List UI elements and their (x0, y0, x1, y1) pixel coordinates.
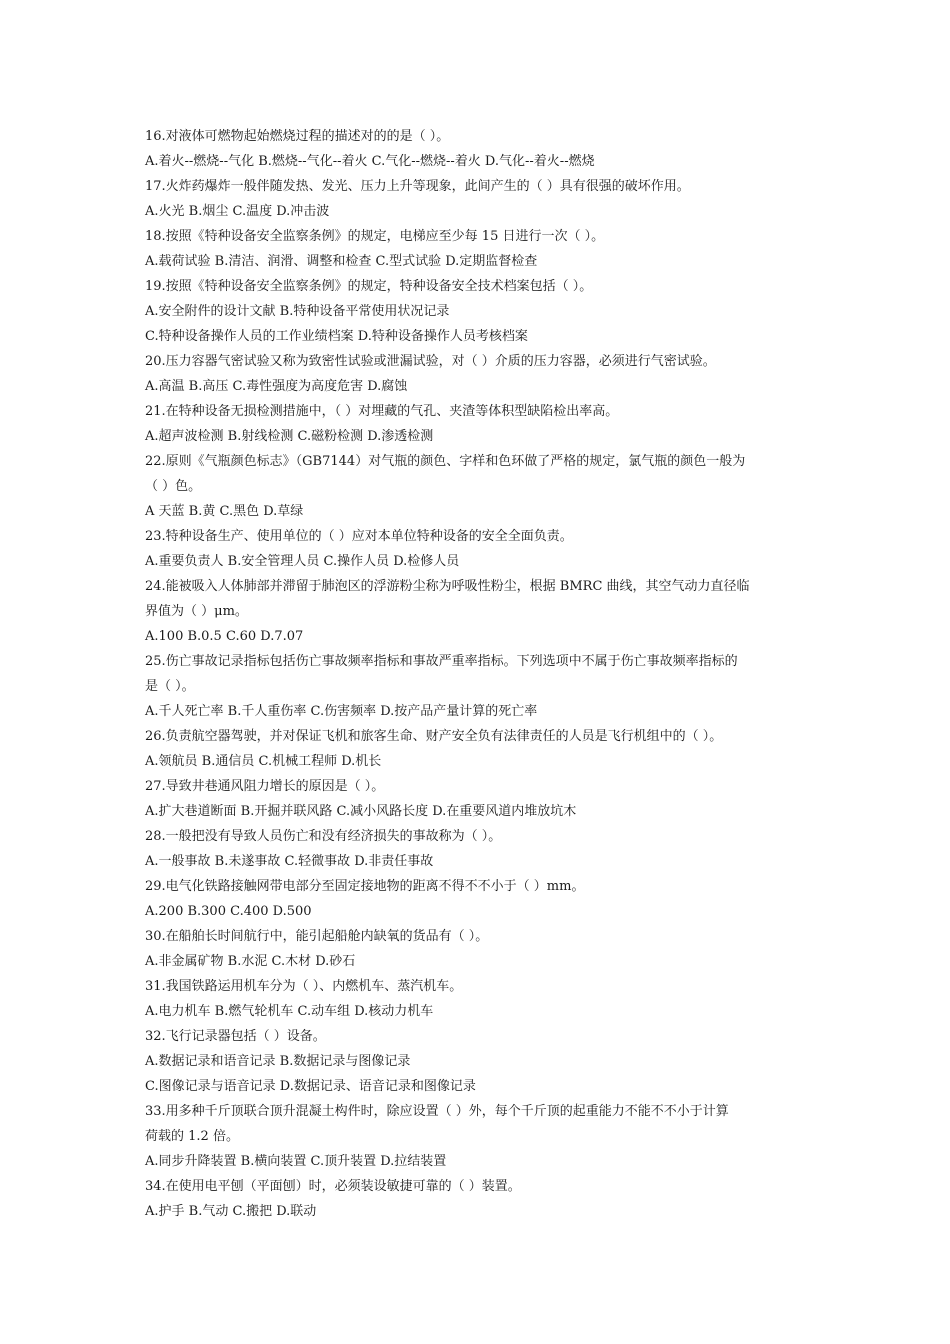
question-29: 29.电气化铁路接触网带电部分至固定接地物的距离不得不不小于（ ）mm。 (145, 879, 585, 894)
options-33: A.同步升降装置 B.横向装置 C.顶升装置 D.拉结装置 (145, 1154, 447, 1169)
options-24: A.100 B.0.5 C.60 D.7.07 (145, 629, 304, 644)
options-32-ab: A.数据记录和语音记录 B.数据记录与图像记录 (145, 1054, 411, 1069)
options-27: A.扩大巷道断面 B.开掘并联风路 C.减小风路长度 D.在重要风道内堆放坑木 (145, 804, 577, 819)
options-21: A.超声波检测 B.射线检测 C.磁粉检测 D.渗透检测 (145, 429, 434, 444)
question-24: 24.能被吸入人体肺部并滞留于肺泡区的浮游粉尘称为呼吸性粉尘，根据 BMRC 曲线，其空气动力直径临 (145, 579, 750, 594)
options-25: A.千人死亡率 B.千人重伤率 C.伤害频率 D.按产品产量计算的死亡率 (145, 704, 538, 719)
options-17: A.火光 B.烟尘 C.温度 D.冲击波 (145, 204, 330, 219)
question-18: 18.按照《特种设备安全监察条例》的规定，电梯应至少每 15 日进行一次（ ）。 (145, 229, 605, 244)
question-30: 30.在船舶长时间航行中，能引起船舱内缺氧的货品有（ ）。 (145, 929, 489, 944)
question-20: 20.压力容器气密试验又称为致密性试验或泄漏试验，对（ ）介质的压力容器，必须进行气密试验。 (145, 354, 716, 369)
question-25-cont: 是（ ）。 (145, 679, 195, 694)
options-18: A.载荷试验 B.清洁、润滑、调整和检查 C.型式试验 D.定期监督检查 (145, 254, 538, 269)
options-23: A.重要负责人 B.安全管理人员 C.操作人员 D.检修人员 (145, 554, 460, 569)
document-page (145, 124, 810, 1224)
options-34: A.护手 B.气动 C.搬把 D.联动 (145, 1204, 317, 1219)
question-28: 28.一般把没有导致人员伤亡和没有经济损失的事故称为（ ）。 (145, 829, 502, 844)
options-16: A.着火--燃烧--气化 B.燃烧--气化--着火 C.气化--燃烧--着火 D.气化--着火--燃烧 (145, 154, 595, 169)
question-22: 22.原则《气瓶颜色标志》（GB7144）对气瓶的颜色、字样和色环做了严格的规定，氯气瓶的颜色一般为 (145, 454, 746, 469)
question-16: 16.对液体可燃物起始燃烧过程的描述对的的是（ ）。 (145, 129, 450, 144)
question-21: 21.在特种设备无损检测措施中，（ ）对埋藏的气孔、夹渣等体积型缺陷检出率高。 (145, 404, 619, 419)
options-29: A.200 B.300 C.400 D.500 (145, 904, 312, 919)
options-30: A.非金属矿物 B.水泥 C.木材 D.砂石 (145, 954, 356, 969)
question-32: 32.飞行记录器包括（ ）设备。 (145, 1029, 326, 1044)
options-31: A.电力机车 B.燃气轮机车 C.动车组 D.核动力机车 (145, 1004, 434, 1019)
options-19-ab: A.安全附件的设计文献 B.特种设备平常使用状况记录 (145, 304, 450, 319)
options-22: A 天蓝 B.黄 C.黑色 D.草绿 (145, 504, 304, 519)
question-19: 19.按照《特种设备安全监察条例》的规定，特种设备安全技术档案包括（ ）。 (145, 279, 593, 294)
options-26: A.领航员 B.通信员 C.机械工程师 D.机长 (145, 754, 382, 769)
question-17: 17.火炸药爆炸一般伴随发热、发光、压力上升等现象，此间产生的（ ）具有很强的破坏作用。 (145, 179, 690, 194)
options-19-cd: C.特种设备操作人员的工作业绩档案 D.特种设备操作人员考核档案 (145, 329, 528, 344)
question-22-cont: （ ）色。 (145, 479, 202, 494)
question-34: 34.在使用电平刨（平面刨）时，必须装设敏捷可靠的（ ）装置。 (145, 1179, 521, 1194)
question-23: 23.特种设备生产、使用单位的（ ）应对本单位特种设备的安全全面负责。 (145, 529, 573, 544)
question-27: 27.导致井巷通风阻力增长的原因是（ ）。 (145, 779, 385, 794)
options-28: A.一般事故 B.未遂事故 C.轻微事故 D.非责任事故 (145, 854, 434, 869)
question-24-cont: 界值为（ ）μm。 (145, 604, 248, 619)
options-20: A.高温 B.高压 C.毒性强度为高度危害 D.腐蚀 (145, 379, 408, 394)
options-32-cd: C.图像记录与语音记录 D.数据记录、语音记录和图像记录 (145, 1079, 476, 1094)
question-25: 25.伤亡事故记录指标包括伤亡事故频率指标和事故严重率指标。下列选项中不属于伤亡事故频率指标的 (145, 654, 738, 669)
question-26: 26.负责航空器驾驶，并对保证飞机和旅客生命、财产安全负有法律责任的人员是飞行机组中的（ ）。 (145, 729, 723, 744)
question-33: 33.用多种千斤顶联合顶升混凝土构件时，除应设置（ ）外，每个千斤顶的起重能力不能不不小于计算 (145, 1104, 729, 1119)
question-33-cont: 荷载的 1.2 倍。 (145, 1129, 239, 1144)
question-31: 31.我国铁路运用机车分为（ ）、内燃机车、蒸汽机车。 (145, 979, 463, 994)
